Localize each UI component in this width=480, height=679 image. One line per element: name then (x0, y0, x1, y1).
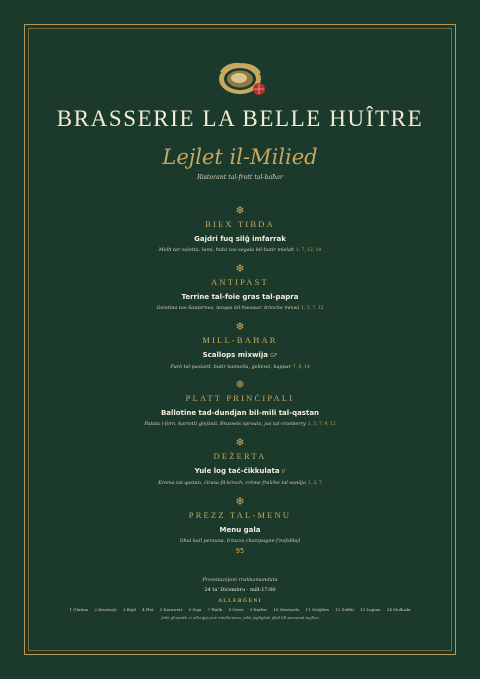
allergen-item: 8 Ġewż (228, 607, 244, 612)
dish-description: Gelatina tas-Sauternes, lanqas bil-ħwawar, brioche mixwi 1, 3, 7, 12 (156, 305, 324, 311)
course-section (24, 496, 456, 555)
course-name: MILL-BAĦAR (202, 335, 278, 345)
course-section (24, 205, 456, 254)
course-section (24, 379, 456, 428)
allergen-numbers: 1, 3, 7 (307, 481, 322, 486)
allergen-item: 13 Lupina (360, 607, 381, 612)
dish-name: Terrine tal-foie gras tal-papra (181, 293, 299, 301)
dish-name: Yule log taċ-ċikkulata V (194, 467, 286, 475)
allergen-numbers: 1, 7, 12, 14 (296, 248, 322, 253)
allergy-note: Jekk għandek xi allerġija jew intolleranza, jekk jogħġbok għid lill-persunal tagħna (161, 615, 319, 620)
menu-card (24, 24, 456, 655)
allergen-item: 3 Bajd (122, 607, 136, 612)
dietary-badge: V (281, 469, 286, 475)
allergen-list (24, 607, 456, 613)
dish-description: Melħ tar-zalotta, lumi, ħobż tas-segala bil-butir mielaħ 1, 7, 12, 14 (158, 247, 322, 253)
snowflake-icon: ❄ (235, 262, 245, 275)
allergen-item: 1 Glutina (69, 607, 89, 612)
allergen-item: 7 Ħalib (207, 607, 223, 612)
course-name: PREZZ TAL-MENU (188, 510, 292, 520)
course-name: DEŻERTA (213, 451, 267, 461)
menu-subtitle: Ristorant tal-frott tal-baħar (197, 174, 283, 181)
allergen-item: 10 Mustarda (273, 607, 300, 612)
course-section (24, 437, 456, 487)
dish-name: Menu gala (219, 526, 261, 534)
oyster-icon (215, 59, 269, 101)
allergen-item: 4 Ħut (142, 607, 154, 612)
restaurant-name: BRASSERIE LA BELLE HUÎTRE (56, 106, 424, 131)
dish-description: Għal kull persuna, b'tazza champagne f'nofsillejl (179, 538, 301, 544)
course-name: PLATT PRINĊIPALI (185, 393, 295, 403)
dish-name: Scallops mixwija GF (202, 351, 278, 359)
dish-description: Krema tal-qastan, ċirasa fil-kirsch, crème fraîche tal-vanilja 1, 3, 7 (158, 480, 322, 486)
allergen-item: 11 Ġulġlien (305, 607, 330, 612)
allergen-item: 14 Molluski (386, 607, 411, 612)
menu-price: 95 (235, 547, 245, 555)
course-section (24, 263, 456, 312)
allergen-item: 9 Karfus (249, 607, 268, 612)
snowflake-icon: ❄ (235, 378, 245, 391)
allergen-numbers: 1, 3, 7, 9, 12 (307, 422, 336, 427)
allergen-item: 6 Soja (188, 607, 202, 612)
allergen-numbers: 1, 3, 7, 12 (301, 306, 324, 311)
course-name: BIEX TIBDA (205, 219, 275, 229)
menu-title: Lejlet il-Milied (162, 145, 318, 169)
snowflake-icon: ❄ (235, 204, 245, 217)
booking-note: Prenotazzjoni rrakkomandata (202, 577, 278, 583)
dietary-badge: GF (269, 353, 278, 359)
dish-description: Purè tal-pastard, butir kannella, ġellewż, kappar 7, 8, 14 (170, 364, 310, 370)
course-section (24, 321, 456, 371)
snowflake-icon: ❄ (235, 495, 245, 508)
allergen-item: 12 Sulfiti (335, 607, 354, 612)
snowflake-icon: ❄ (235, 436, 245, 449)
dish-description: Patata l-forn, karrotti glejżati, Brussels sprouts, jus tal-cranberry 1, 3, 7, 9, 12 (144, 421, 336, 427)
allergen-numbers: 7, 8, 14 (292, 365, 310, 370)
dish-name: Ballotine tad-dundjan bil-mili tal-qastan (160, 409, 320, 417)
dish-name: Gajdri fuq silġ imfarrak (194, 235, 286, 243)
course-name: ANTIPAST (211, 277, 269, 287)
service-hours: 24 ta' Diċembru · mill-17:00 (204, 587, 276, 593)
menu-footer (24, 577, 456, 621)
allergens-heading: ALLERĠENI (218, 598, 262, 604)
snowflake-icon: ❄ (235, 320, 245, 333)
allergen-item: 5 Karawett (159, 607, 183, 612)
allergen-item: 2 Krustaċji (94, 607, 117, 612)
